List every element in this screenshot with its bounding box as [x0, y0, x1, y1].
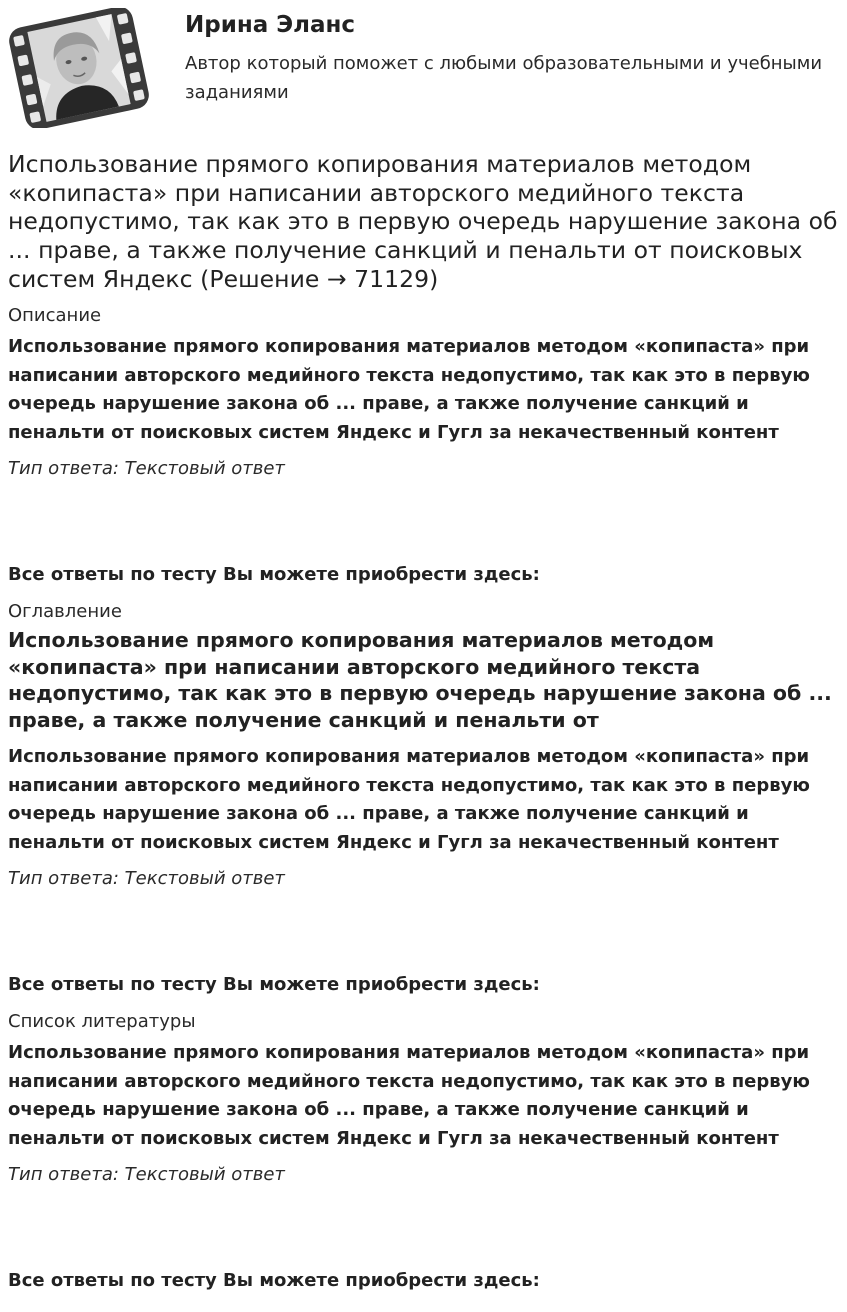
toc-heading: Использование прямого копирования материалов методом «копипаста» при написании авторского медийного текста недопустимо, так как это в первую очередь нарушение закона об ... праве, а также получение санкций и пенальти от — [8, 628, 832, 732]
author-description: Автор который поможет с любыми образовательными и учебными заданиями — [185, 53, 823, 103]
description-section — [8, 305, 838, 595]
answer-type: Тип ответа: Текстовый ответ — [8, 458, 285, 480]
section-body: Использование прямого копирования материалов методом «копипаста» при написании авторского медийного текста недопустимо, так как это в первую очередь нарушение закона об ... праве, а также получение санкций и пенальти от поисковых систем Яндекс и Гугл за некачественный контент — [8, 336, 810, 443]
toc-section — [8, 601, 838, 1001]
author-avatar — [6, 8, 152, 128]
section-label: Список литературы — [8, 1011, 196, 1032]
answer-type: Тип ответа: Текстовый ответ — [8, 1164, 285, 1186]
buy-answers-text: Все ответы по тесту Вы можете приобрести здесь: — [8, 1270, 540, 1291]
section-body: Использование прямого копирования материалов методом «копипаста» при написании авторского медийного текста недопустимо, так как это в первую очередь нарушение закона об ... праве, а также получение санкций и пенальти от поисковых систем Яндекс и Гугл за некачественный контент — [8, 1042, 810, 1149]
buy-answers-text: Все ответы по тесту Вы можете приобрести здесь: — [8, 564, 540, 585]
buy-answers-text: Все ответы по тесту Вы можете приобрести здесь: — [8, 974, 540, 995]
page-title: Использование прямого копирования материалов методом «копипаста» при написании авторского медийного текста недопустимо, так как это в первую очередь нарушение закона об ... праве, а также получение санкций и пенальти от поисковых систем Яндекс (Решение → 71129) — [8, 150, 838, 293]
author-name: Ирина Эланс — [185, 12, 356, 38]
section-body: Использование прямого копирования материалов методом «копипаста» при написании авторского медийного текста недопустимо, так как это в первую очередь нарушение закона об ... праве, а также получение санкций и пенальти от поисковых систем Яндекс и Гугл за некачественный контент — [8, 746, 810, 853]
answer-type: Тип ответа: Текстовый ответ — [8, 868, 285, 890]
bibliography-section — [8, 1011, 838, 1306]
section-label: Описание — [8, 305, 102, 326]
author-block — [0, 0, 847, 140]
section-label: Оглавление — [8, 601, 122, 622]
